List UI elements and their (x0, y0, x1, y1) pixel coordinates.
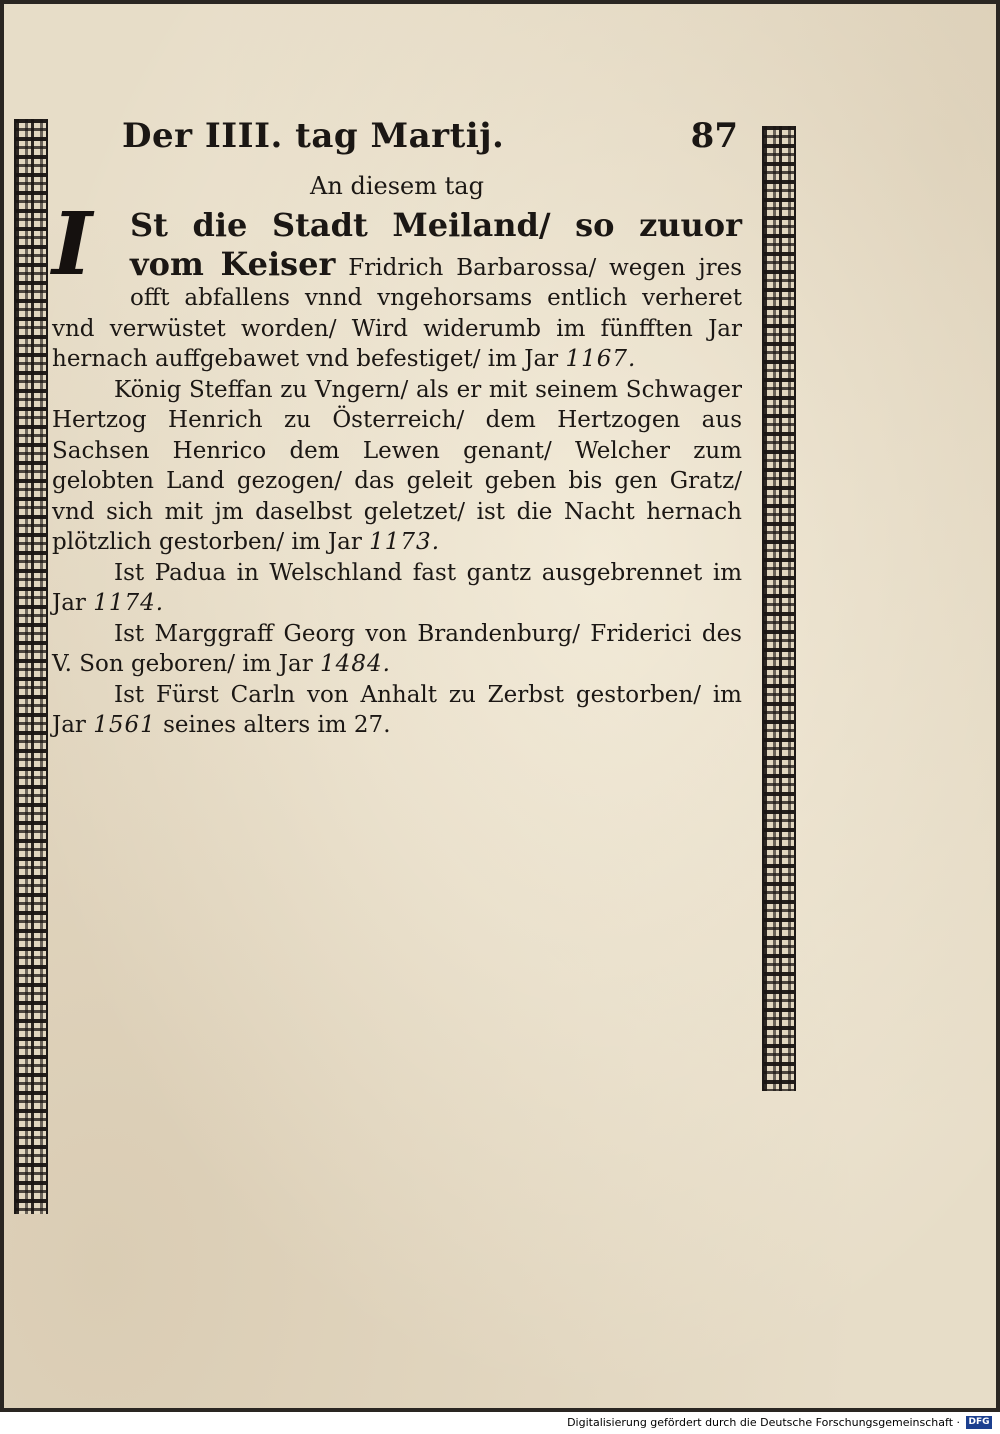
dfg-logo: DFG (966, 1416, 992, 1429)
entry-5 (52, 680, 742, 741)
footer-bar (0, 1412, 1000, 1434)
running-head (52, 116, 742, 172)
entry-3 (52, 558, 742, 619)
ornamental-border-right (762, 126, 796, 1091)
funding-credit: Digitalisierung gefördert durch die Deutsche Forschungsgemeinschaft · (567, 1416, 960, 1429)
entry-5-tail: seines alters im 27. (163, 712, 391, 738)
decorated-initial: I (52, 194, 93, 295)
paper-page (4, 4, 996, 1408)
page-number: 87 (690, 116, 738, 156)
entry-4-year: 1484. (320, 651, 391, 677)
entry-1-year: 1167. (565, 346, 637, 372)
entry-1 (52, 194, 743, 375)
entry-4 (52, 619, 742, 680)
entry-4-text: Ist Marggraff Georg von Brandenburg/ Friderici des V. Son geboren/ im Jar (52, 620, 742, 677)
subheading: An diesem tag (310, 172, 484, 200)
running-title: Der IIII. tag Martij. (122, 116, 505, 156)
entry-3-year: 1174. (93, 590, 165, 616)
entry-2-year: 1173. (369, 529, 441, 555)
entry-5-text: Ist Fürst Carln von Anhalt zu Zerbst gestorben/ im Jar (52, 681, 742, 738)
entry-1-text: Fridrich Barbarossa/ wegen jres offt abfallens vnnd vngehorsams entlich verheret vnd verwüstet worden/ Wird widerumb im fünfften Jar hernach auffgebawet vnd befestiget/ im Jar (52, 254, 743, 372)
entry-2-text: König Steffan zu Vngern/ als er mit seinem Schwager Hertzog Henrich zu Österreich/ dem Hertzogen aus Sachsen Henrico dem Lewen genant/ Welcher zum gelobten Land gezogen/ das geleit geben bis gen Gratz/ vnd sich mit jm daselbst geletzet/ ist die Nacht hernach plötzlich gestorben/ im Jar (52, 376, 742, 555)
text-block (52, 116, 742, 741)
ornamental-border-left (14, 119, 48, 1214)
entry-2 (52, 375, 742, 558)
entry-3-text: Ist Padua in Welschland fast gantz ausgebrennet im Jar (52, 559, 742, 616)
entry-5-year: 1561 (93, 712, 156, 738)
entry-1-lead: St die Stadt Meiland/ so zuuor vom Keiser (130, 206, 742, 283)
